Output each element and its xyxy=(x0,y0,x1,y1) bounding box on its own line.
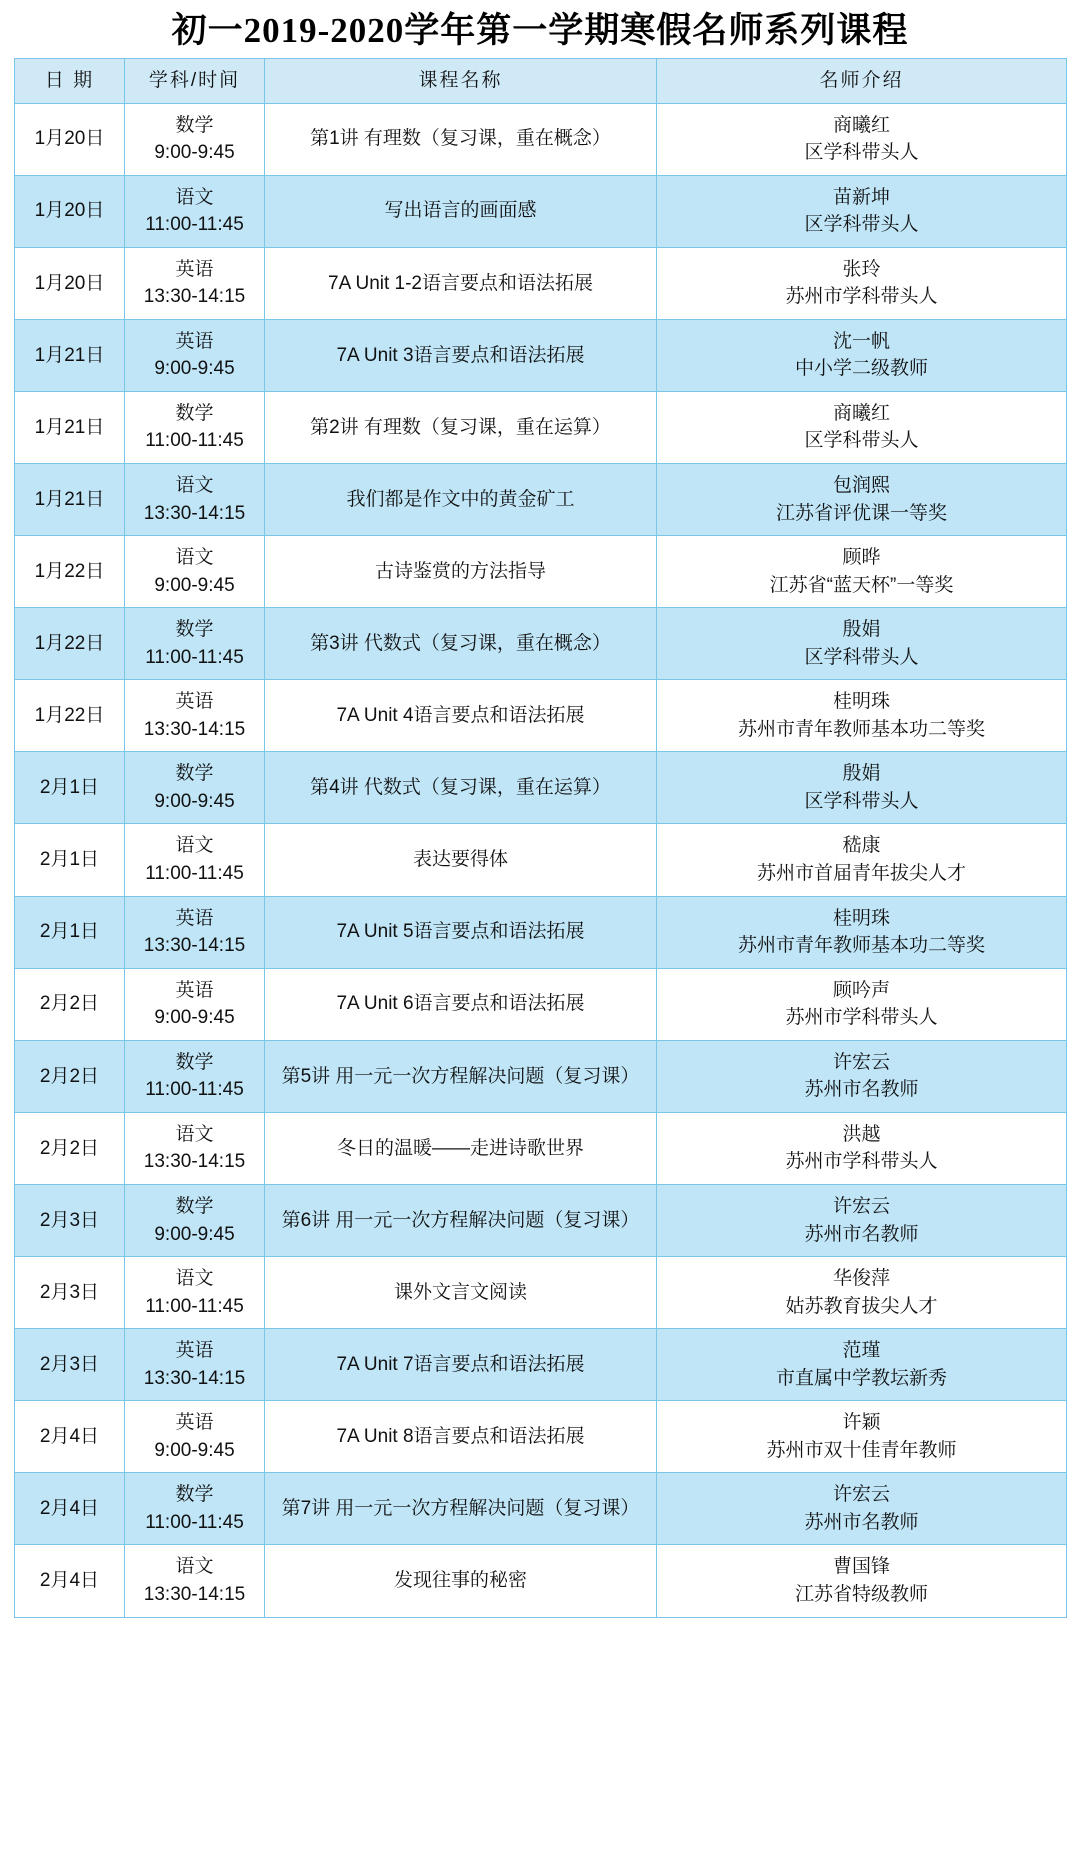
table-row xyxy=(15,752,1067,824)
table-row xyxy=(15,1545,1067,1617)
subject-name: 英语 xyxy=(175,1412,214,1434)
cell-course-name: 7A Unit 7语言要点和语法拓展 xyxy=(265,1329,657,1401)
table-header-row xyxy=(15,59,1067,104)
subject-time: 11:00-11:45 xyxy=(145,863,244,885)
cell-date: 1月22日 xyxy=(15,608,125,680)
cell-date: 1月22日 xyxy=(15,680,125,752)
subject-name: 数学 xyxy=(175,1195,214,1217)
subject-name: 英语 xyxy=(175,1340,214,1362)
cell-course-name: 7A Unit 5语言要点和语法拓展 xyxy=(265,896,657,968)
cell-subject-time xyxy=(125,1329,265,1401)
cell-teacher xyxy=(657,608,1067,680)
teacher-title: 中小学二级教师 xyxy=(794,358,928,380)
cell-teacher xyxy=(657,319,1067,391)
cell-subject-time xyxy=(125,968,265,1040)
subject-name: 数学 xyxy=(175,114,214,136)
cell-subject-time xyxy=(125,319,265,391)
cell-date: 2月2日 xyxy=(15,1112,125,1184)
cell-subject-time xyxy=(125,1040,265,1112)
subject-time: 13:30-14:15 xyxy=(143,718,246,740)
cell-date: 1月21日 xyxy=(15,391,125,463)
teacher-name: 商曦红 xyxy=(832,114,890,136)
cell-date: 1月21日 xyxy=(15,319,125,391)
teacher-name: 殷娟 xyxy=(842,619,881,641)
cell-course-name: 7A Unit 6语言要点和语法拓展 xyxy=(265,968,657,1040)
cell-course-name: 发现往事的秘密 xyxy=(265,1545,657,1617)
subject-time: 9:00-9:45 xyxy=(154,1007,235,1029)
cell-subject-time xyxy=(125,391,265,463)
subject-time: 9:00-9:45 xyxy=(154,358,235,380)
cell-course-name: 第7讲 用一元一次方程解决问题（复习课） xyxy=(265,1473,657,1545)
cell-teacher xyxy=(657,1473,1067,1545)
column-header-date: 日 期 xyxy=(15,59,125,104)
subject-time: 11:00-11:45 xyxy=(145,1295,244,1317)
teacher-title: 苏州市名教师 xyxy=(804,1511,919,1533)
column-header-teacher: 名师介绍 xyxy=(657,59,1067,104)
table-row xyxy=(15,391,1067,463)
subject-name: 数学 xyxy=(175,402,214,424)
subject-time: 11:00-11:45 xyxy=(145,646,244,668)
cell-teacher xyxy=(657,464,1067,536)
cell-subject-time xyxy=(125,824,265,896)
subject-time: 11:00-11:45 xyxy=(145,214,244,236)
subject-name: 数学 xyxy=(175,619,214,641)
teacher-title: 苏州市名教师 xyxy=(804,1223,919,1245)
teacher-title: 苏州市学科带头人 xyxy=(785,286,938,308)
cell-course-name: 课外文言文阅读 xyxy=(265,1257,657,1329)
teacher-name: 洪越 xyxy=(842,1123,881,1145)
subject-name: 数学 xyxy=(175,1051,214,1073)
subject-name: 语文 xyxy=(175,186,214,208)
cell-subject-time xyxy=(125,1184,265,1256)
subject-name: 英语 xyxy=(175,907,214,929)
cell-date: 1月20日 xyxy=(15,175,125,247)
subject-name: 英语 xyxy=(175,979,214,1001)
subject-name: 语文 xyxy=(175,1123,214,1145)
teacher-title: 区学科带头人 xyxy=(804,646,919,668)
cell-teacher xyxy=(657,391,1067,463)
subject-time: 9:00-9:45 xyxy=(154,142,235,164)
cell-date: 2月1日 xyxy=(15,752,125,824)
cell-date: 2月4日 xyxy=(15,1545,125,1617)
cell-course-name: 第4讲 代数式（复习课，重在运算） xyxy=(265,752,657,824)
cell-course-name: 7A Unit 4语言要点和语法拓展 xyxy=(265,680,657,752)
table-row xyxy=(15,824,1067,896)
table-row xyxy=(15,968,1067,1040)
cell-course-name: 第1讲 有理数（复习课，重在概念） xyxy=(265,103,657,175)
cell-teacher xyxy=(657,175,1067,247)
teacher-name: 张玲 xyxy=(842,258,881,280)
teacher-name: 顾晔 xyxy=(842,547,881,569)
subject-name: 语文 xyxy=(175,547,214,569)
cell-subject-time xyxy=(125,464,265,536)
teacher-name: 苗新坤 xyxy=(832,186,890,208)
teacher-title: 区学科带头人 xyxy=(804,214,919,236)
teacher-title: 苏州市青年教师基本功二等奖 xyxy=(737,718,985,740)
table-row xyxy=(15,896,1067,968)
cell-teacher xyxy=(657,1545,1067,1617)
table-row xyxy=(15,1184,1067,1256)
table-header xyxy=(15,59,1067,104)
cell-subject-time xyxy=(125,752,265,824)
subject-name: 语文 xyxy=(175,835,214,857)
teacher-name: 桂明珠 xyxy=(832,907,890,929)
column-header-subject-time: 学科/时间 xyxy=(125,59,265,104)
subject-name: 英语 xyxy=(175,330,214,352)
teacher-title: 江苏省评优课一等奖 xyxy=(775,502,947,524)
table-row xyxy=(15,1401,1067,1473)
subject-time: 13:30-14:15 xyxy=(143,1151,246,1173)
teacher-title: 区学科带头人 xyxy=(804,790,919,812)
cell-course-name: 第5讲 用一元一次方程解决问题（复习课） xyxy=(265,1040,657,1112)
teacher-name: 商曦红 xyxy=(832,402,890,424)
teacher-name: 范瑾 xyxy=(842,1340,881,1362)
cell-teacher xyxy=(657,752,1067,824)
teacher-title: 江苏省特级教师 xyxy=(794,1583,928,1605)
teacher-name: 华俊萍 xyxy=(832,1268,890,1290)
subject-name: 英语 xyxy=(175,258,214,280)
teacher-title: 江苏省“蓝天杯”一等奖 xyxy=(769,574,954,596)
cell-teacher xyxy=(657,103,1067,175)
cell-teacher xyxy=(657,1329,1067,1401)
cell-course-name: 我们都是作文中的黄金矿工 xyxy=(265,464,657,536)
subject-time: 13:30-14:15 xyxy=(143,502,246,524)
table-row xyxy=(15,319,1067,391)
teacher-name: 许宏云 xyxy=(832,1195,890,1217)
teacher-title: 区学科带头人 xyxy=(804,142,919,164)
cell-subject-time xyxy=(125,1257,265,1329)
cell-subject-time xyxy=(125,175,265,247)
subject-name: 数学 xyxy=(175,1484,214,1506)
teacher-title: 苏州市名教师 xyxy=(804,1079,919,1101)
subject-time: 13:30-14:15 xyxy=(143,286,246,308)
cell-subject-time xyxy=(125,247,265,319)
cell-subject-time xyxy=(125,680,265,752)
cell-course-name: 冬日的温暖——走进诗歌世界 xyxy=(265,1112,657,1184)
teacher-name: 曹国锋 xyxy=(832,1556,890,1578)
teacher-name: 许颖 xyxy=(842,1412,881,1434)
subject-time: 11:00-11:45 xyxy=(145,1079,244,1101)
cell-teacher xyxy=(657,1112,1067,1184)
table-row xyxy=(15,1112,1067,1184)
table-row xyxy=(15,1473,1067,1545)
cell-subject-time xyxy=(125,1112,265,1184)
teacher-title: 苏州市学科带头人 xyxy=(785,1007,938,1029)
cell-date: 1月21日 xyxy=(15,464,125,536)
table-row xyxy=(15,608,1067,680)
cell-date: 1月20日 xyxy=(15,247,125,319)
cell-subject-time xyxy=(125,1473,265,1545)
cell-teacher xyxy=(657,968,1067,1040)
subject-time: 9:00-9:45 xyxy=(154,574,235,596)
teacher-name: 许宏云 xyxy=(832,1484,890,1506)
teacher-name: 许宏云 xyxy=(832,1051,890,1073)
cell-teacher xyxy=(657,536,1067,608)
cell-subject-time xyxy=(125,103,265,175)
cell-teacher xyxy=(657,680,1067,752)
teacher-title: 市直属中学教坛新秀 xyxy=(775,1367,947,1389)
cell-course-name: 7A Unit 8语言要点和语法拓展 xyxy=(265,1401,657,1473)
table-row xyxy=(15,1257,1067,1329)
subject-time: 9:00-9:45 xyxy=(154,1223,235,1245)
cell-course-name: 表达要得体 xyxy=(265,824,657,896)
cell-subject-time xyxy=(125,536,265,608)
teacher-name: 嵇康 xyxy=(842,835,881,857)
table-row xyxy=(15,680,1067,752)
subject-name: 语文 xyxy=(175,475,214,497)
cell-teacher xyxy=(657,1401,1067,1473)
cell-date: 2月4日 xyxy=(15,1473,125,1545)
table-row xyxy=(15,103,1067,175)
table-row xyxy=(15,536,1067,608)
teacher-name: 桂明珠 xyxy=(832,691,890,713)
cell-teacher xyxy=(657,1257,1067,1329)
teacher-title: 苏州市双十佳青年教师 xyxy=(766,1439,957,1461)
column-header-course-name: 课程名称 xyxy=(265,59,657,104)
cell-date: 2月3日 xyxy=(15,1184,125,1256)
cell-course-name: 第3讲 代数式（复习课，重在概念） xyxy=(265,608,657,680)
cell-date: 1月22日 xyxy=(15,536,125,608)
subject-time: 13:30-14:15 xyxy=(143,935,246,957)
subject-time: 11:00-11:45 xyxy=(145,430,244,452)
cell-date: 2月1日 xyxy=(15,896,125,968)
subject-time: 13:30-14:15 xyxy=(143,1583,246,1605)
teacher-name: 沈一帆 xyxy=(832,330,890,352)
table-body xyxy=(15,103,1067,1617)
cell-subject-time xyxy=(125,608,265,680)
cell-subject-time xyxy=(125,1401,265,1473)
cell-subject-time xyxy=(125,896,265,968)
cell-course-name: 第2讲 有理数（复习课，重在运算） xyxy=(265,391,657,463)
cell-date: 2月2日 xyxy=(15,968,125,1040)
cell-date: 2月2日 xyxy=(15,1040,125,1112)
cell-course-name: 7A Unit 3语言要点和语法拓展 xyxy=(265,319,657,391)
cell-course-name: 写出语言的画面感 xyxy=(265,175,657,247)
table-row xyxy=(15,1040,1067,1112)
teacher-name: 顾吟声 xyxy=(832,979,890,1001)
subject-time: 11:00-11:45 xyxy=(145,1511,244,1533)
cell-date: 1月20日 xyxy=(15,103,125,175)
subject-name: 语文 xyxy=(175,1268,214,1290)
cell-date: 2月4日 xyxy=(15,1401,125,1473)
cell-date: 2月3日 xyxy=(15,1257,125,1329)
teacher-title: 区学科带头人 xyxy=(804,430,919,452)
cell-date: 2月1日 xyxy=(15,824,125,896)
cell-teacher xyxy=(657,824,1067,896)
cell-course-name: 第6讲 用一元一次方程解决问题（复习课） xyxy=(265,1184,657,1256)
cell-course-name: 古诗鉴赏的方法指导 xyxy=(265,536,657,608)
cell-teacher xyxy=(657,247,1067,319)
teacher-name: 殷娟 xyxy=(842,763,881,785)
cell-teacher xyxy=(657,1040,1067,1112)
table-row xyxy=(15,1329,1067,1401)
teacher-title: 苏州市青年教师基本功二等奖 xyxy=(737,935,985,957)
table-row xyxy=(15,464,1067,536)
teacher-title: 姑苏教育拔尖人才 xyxy=(785,1295,938,1317)
subject-time: 9:00-9:45 xyxy=(154,1439,235,1461)
teacher-name: 包润熙 xyxy=(832,475,890,497)
teacher-title: 苏州市首届青年拔尖人才 xyxy=(756,863,966,885)
table-row xyxy=(15,247,1067,319)
subject-name: 数学 xyxy=(175,763,214,785)
page-title: 初一2019-2020学年第一学期寒假名师系列课程 xyxy=(171,11,909,50)
table-row xyxy=(15,175,1067,247)
cell-date: 2月3日 xyxy=(15,1329,125,1401)
cell-course-name: 7A Unit 1-2语言要点和语法拓展 xyxy=(265,247,657,319)
teacher-title: 苏州市学科带头人 xyxy=(785,1151,938,1173)
cell-teacher xyxy=(657,1184,1067,1256)
course-schedule-table xyxy=(14,58,1067,1618)
cell-teacher xyxy=(657,896,1067,968)
subject-name: 语文 xyxy=(175,1556,214,1578)
cell-subject-time xyxy=(125,1545,265,1617)
subject-name: 英语 xyxy=(175,691,214,713)
subject-time: 13:30-14:15 xyxy=(143,1367,246,1389)
subject-time: 9:00-9:45 xyxy=(154,790,235,812)
